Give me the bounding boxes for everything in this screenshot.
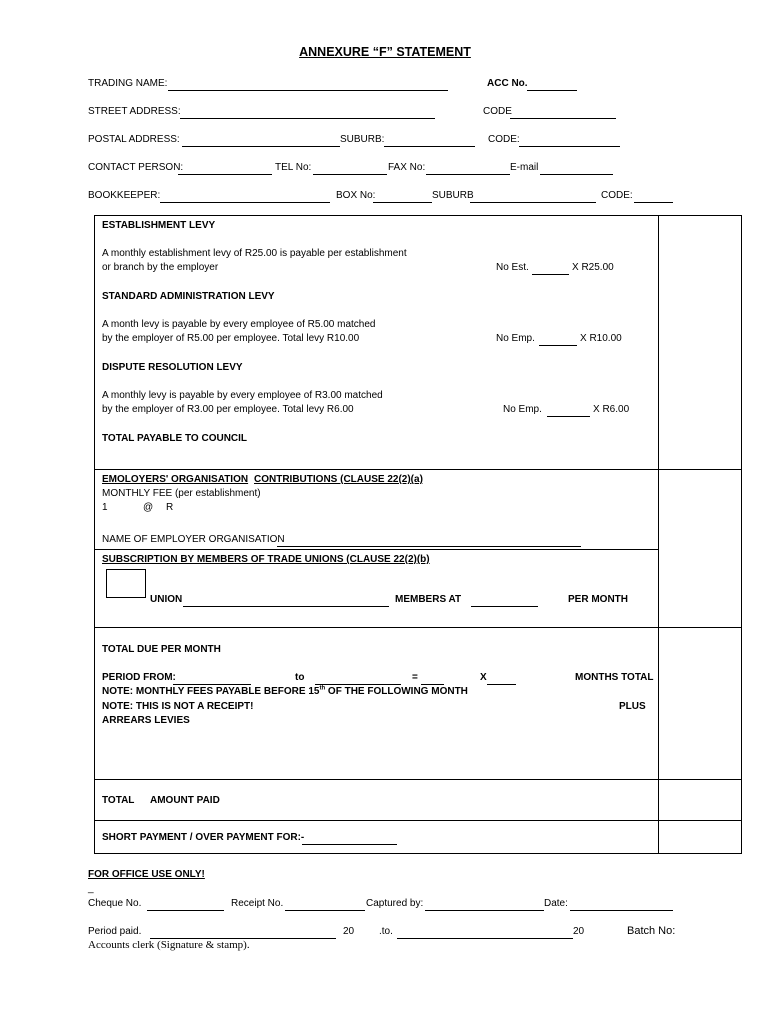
- months-total-label: MONTHS TOTAL: [575, 672, 654, 683]
- suburb-label: SUBURB:: [340, 134, 385, 145]
- admin-levy-heading: STANDARD ADMINISTRATION LEVY: [102, 291, 275, 302]
- total-due-heading: TOTAL DUE PER MONTH: [102, 644, 221, 655]
- bookkeeper-suburb-field[interactable]: [470, 202, 596, 203]
- per-month-label: PER MONTH: [568, 594, 628, 605]
- multiply-label: X: [480, 672, 487, 683]
- x-r6-label: X R6.00: [593, 404, 630, 415]
- total-label: TOTAL: [102, 795, 135, 806]
- period-paid-label: Period paid.: [88, 926, 142, 937]
- tel-no-label: TEL No:: [275, 162, 312, 173]
- postal-code-field[interactable]: [519, 146, 620, 147]
- bookkeeper-label: BOOKKEEPER:: [88, 190, 161, 201]
- section-divider-5: [94, 820, 742, 821]
- short-payment-field[interactable]: [302, 844, 397, 845]
- captured-by-label: Captured by:: [366, 898, 424, 909]
- section-divider-2: [94, 549, 658, 550]
- fee-r: R: [166, 502, 174, 513]
- dispute-levy-heading: DISPUTE RESOLUTION LEVY: [102, 362, 243, 373]
- street-address-field[interactable]: [180, 118, 435, 119]
- short-payment-label: SHORT PAYMENT / OVER PAYMENT FOR:-: [102, 832, 305, 843]
- union-label: UNION: [150, 594, 183, 605]
- box-no-label: BOX No:: [336, 190, 376, 201]
- page-title: ANNEXURE “F” STATEMENT: [299, 45, 471, 59]
- fax-no-field[interactable]: [426, 174, 510, 175]
- section-divider-4: [94, 779, 742, 780]
- equals-label: =: [412, 672, 418, 683]
- contact-person-label: CONTACT PERSON:: [88, 162, 184, 173]
- box-no-field[interactable]: [373, 202, 432, 203]
- period-from-field[interactable]: [173, 684, 251, 685]
- plus-label: PLUS: [619, 701, 646, 712]
- no-emp-field[interactable]: [539, 345, 577, 346]
- establishment-levy-text-1: A monthly establishment levy of R25.00 is payable per establishment: [102, 248, 407, 259]
- no-emp-dispute-field[interactable]: [547, 416, 590, 417]
- section-divider-1: [94, 469, 742, 470]
- total-payable-heading: TOTAL PAYABLE TO COUNCIL: [102, 433, 248, 444]
- union-checkbox[interactable]: [106, 569, 146, 598]
- trading-name-field[interactable]: [168, 90, 448, 91]
- cheque-no-label: Cheque No.: [88, 898, 142, 909]
- union-field[interactable]: [183, 606, 389, 607]
- fee-at: @: [143, 502, 154, 513]
- date-field[interactable]: [570, 910, 673, 911]
- fax-no-label: FAX No:: [388, 162, 426, 173]
- postal-code-label: CODE:: [488, 134, 520, 145]
- dispute-levy-text-2: by the employer of R3.00 per employee. Total levy R6.00: [102, 404, 354, 415]
- fee-count: 1: [102, 502, 108, 513]
- contact-person-field[interactable]: [178, 174, 272, 175]
- receipt-no-label: Receipt No.: [231, 898, 284, 909]
- batch-no-label: Batch No:: [627, 925, 676, 937]
- dispute-levy-text-1: A monthly levy is payable by every employee of R3.00 matched: [102, 390, 383, 401]
- postal-address-label: POSTAL ADDRESS:: [88, 134, 180, 145]
- bookkeeper-field[interactable]: [160, 202, 330, 203]
- no-emp-dispute-label: No Emp.: [503, 404, 542, 415]
- office-use-heading: FOR OFFICE USE ONLY!: [88, 869, 205, 880]
- members-at-label: MEMBERS AT: [395, 594, 462, 605]
- acc-no-field[interactable]: [527, 90, 577, 91]
- bookkeeper-code-field[interactable]: [634, 202, 673, 203]
- section-divider-3: [94, 627, 742, 628]
- members-at-field[interactable]: [471, 606, 538, 607]
- accounts-clerk-label: Accounts clerk (Signature & stamp).: [88, 939, 250, 951]
- admin-levy-text-1: A month levy is payable by every employee of R5.00 matched: [102, 319, 376, 330]
- email-field[interactable]: [540, 174, 613, 175]
- acc-no-label: ACC No.: [487, 78, 528, 89]
- bookkeeper-code-label: CODE:: [601, 190, 633, 201]
- code-field[interactable]: [510, 118, 616, 119]
- amount-column-divider: [658, 215, 659, 854]
- x-r25-label: X R25.00: [572, 262, 614, 273]
- receipt-no-field[interactable]: [285, 910, 365, 911]
- captured-by-field[interactable]: [425, 910, 544, 911]
- date-label: Date:: [544, 898, 568, 909]
- period-year-20: 20: [343, 926, 355, 937]
- arrears-levies-label: ARREARS LEVIES: [102, 715, 190, 726]
- employer-org-name-label: NAME OF EMPLOYER ORGANISATION: [102, 534, 285, 545]
- months-field[interactable]: [487, 684, 516, 685]
- x-r10-label: X R10.00: [580, 333, 622, 344]
- suburb-field[interactable]: [384, 146, 475, 147]
- postal-address-field[interactable]: [182, 146, 340, 147]
- period-from-label: PERIOD FROM:: [102, 672, 176, 683]
- bookkeeper-suburb-label: SUBURB: [432, 190, 474, 201]
- email-label: E-mail: [510, 162, 539, 173]
- establishment-levy-text-2: or branch by the employer: [102, 262, 219, 273]
- tel-no-field[interactable]: [313, 174, 387, 175]
- equals-field[interactable]: [421, 684, 444, 685]
- amount-paid-label: AMOUNT PAID: [150, 795, 220, 806]
- contributions-heading: CONTRIBUTIONS (CLAUSE 22(2)(a): [254, 474, 423, 485]
- street-address-label: STREET ADDRESS:: [88, 106, 181, 117]
- period-to-label-office: .to.: [379, 926, 393, 937]
- establishment-levy-heading: ESTABLISHMENT LEVY: [102, 220, 216, 231]
- no-emp-label: No Emp.: [496, 333, 535, 344]
- office-dash: _: [88, 883, 94, 894]
- trading-name-label: TRADING NAME:: [88, 78, 168, 89]
- period-to-label: to: [295, 672, 305, 683]
- period-to-field-office[interactable]: [397, 938, 573, 939]
- cheque-no-field[interactable]: [147, 910, 224, 911]
- code-label: CODE: [483, 106, 512, 117]
- note-not-receipt: NOTE: THIS IS NOT A RECEIPT!: [102, 701, 254, 712]
- no-est-field[interactable]: [532, 274, 569, 275]
- admin-levy-text-2: by the employer of R5.00 per employee. Total levy R10.00: [102, 333, 360, 344]
- monthly-fee-label: MONTHLY FEE (per establishment): [102, 488, 261, 499]
- union-subscription-heading: SUBSCRIPTION BY MEMBERS OF TRADE UNIONS (CLAUSE 22(2)(b): [102, 554, 430, 565]
- employer-org-name-field[interactable]: [277, 546, 581, 547]
- no-est-label: No Est.: [496, 262, 529, 273]
- employers-org-heading: EMOLOYERS' ORGANISATION: [102, 474, 249, 485]
- note-due-date: NOTE: MONTHLY FEES PAYABLE BEFORE 15th OF THE FOLLOWING MONTH: [102, 685, 468, 697]
- period-to-field[interactable]: [315, 684, 401, 685]
- period-year-20-end: 20: [573, 926, 585, 937]
